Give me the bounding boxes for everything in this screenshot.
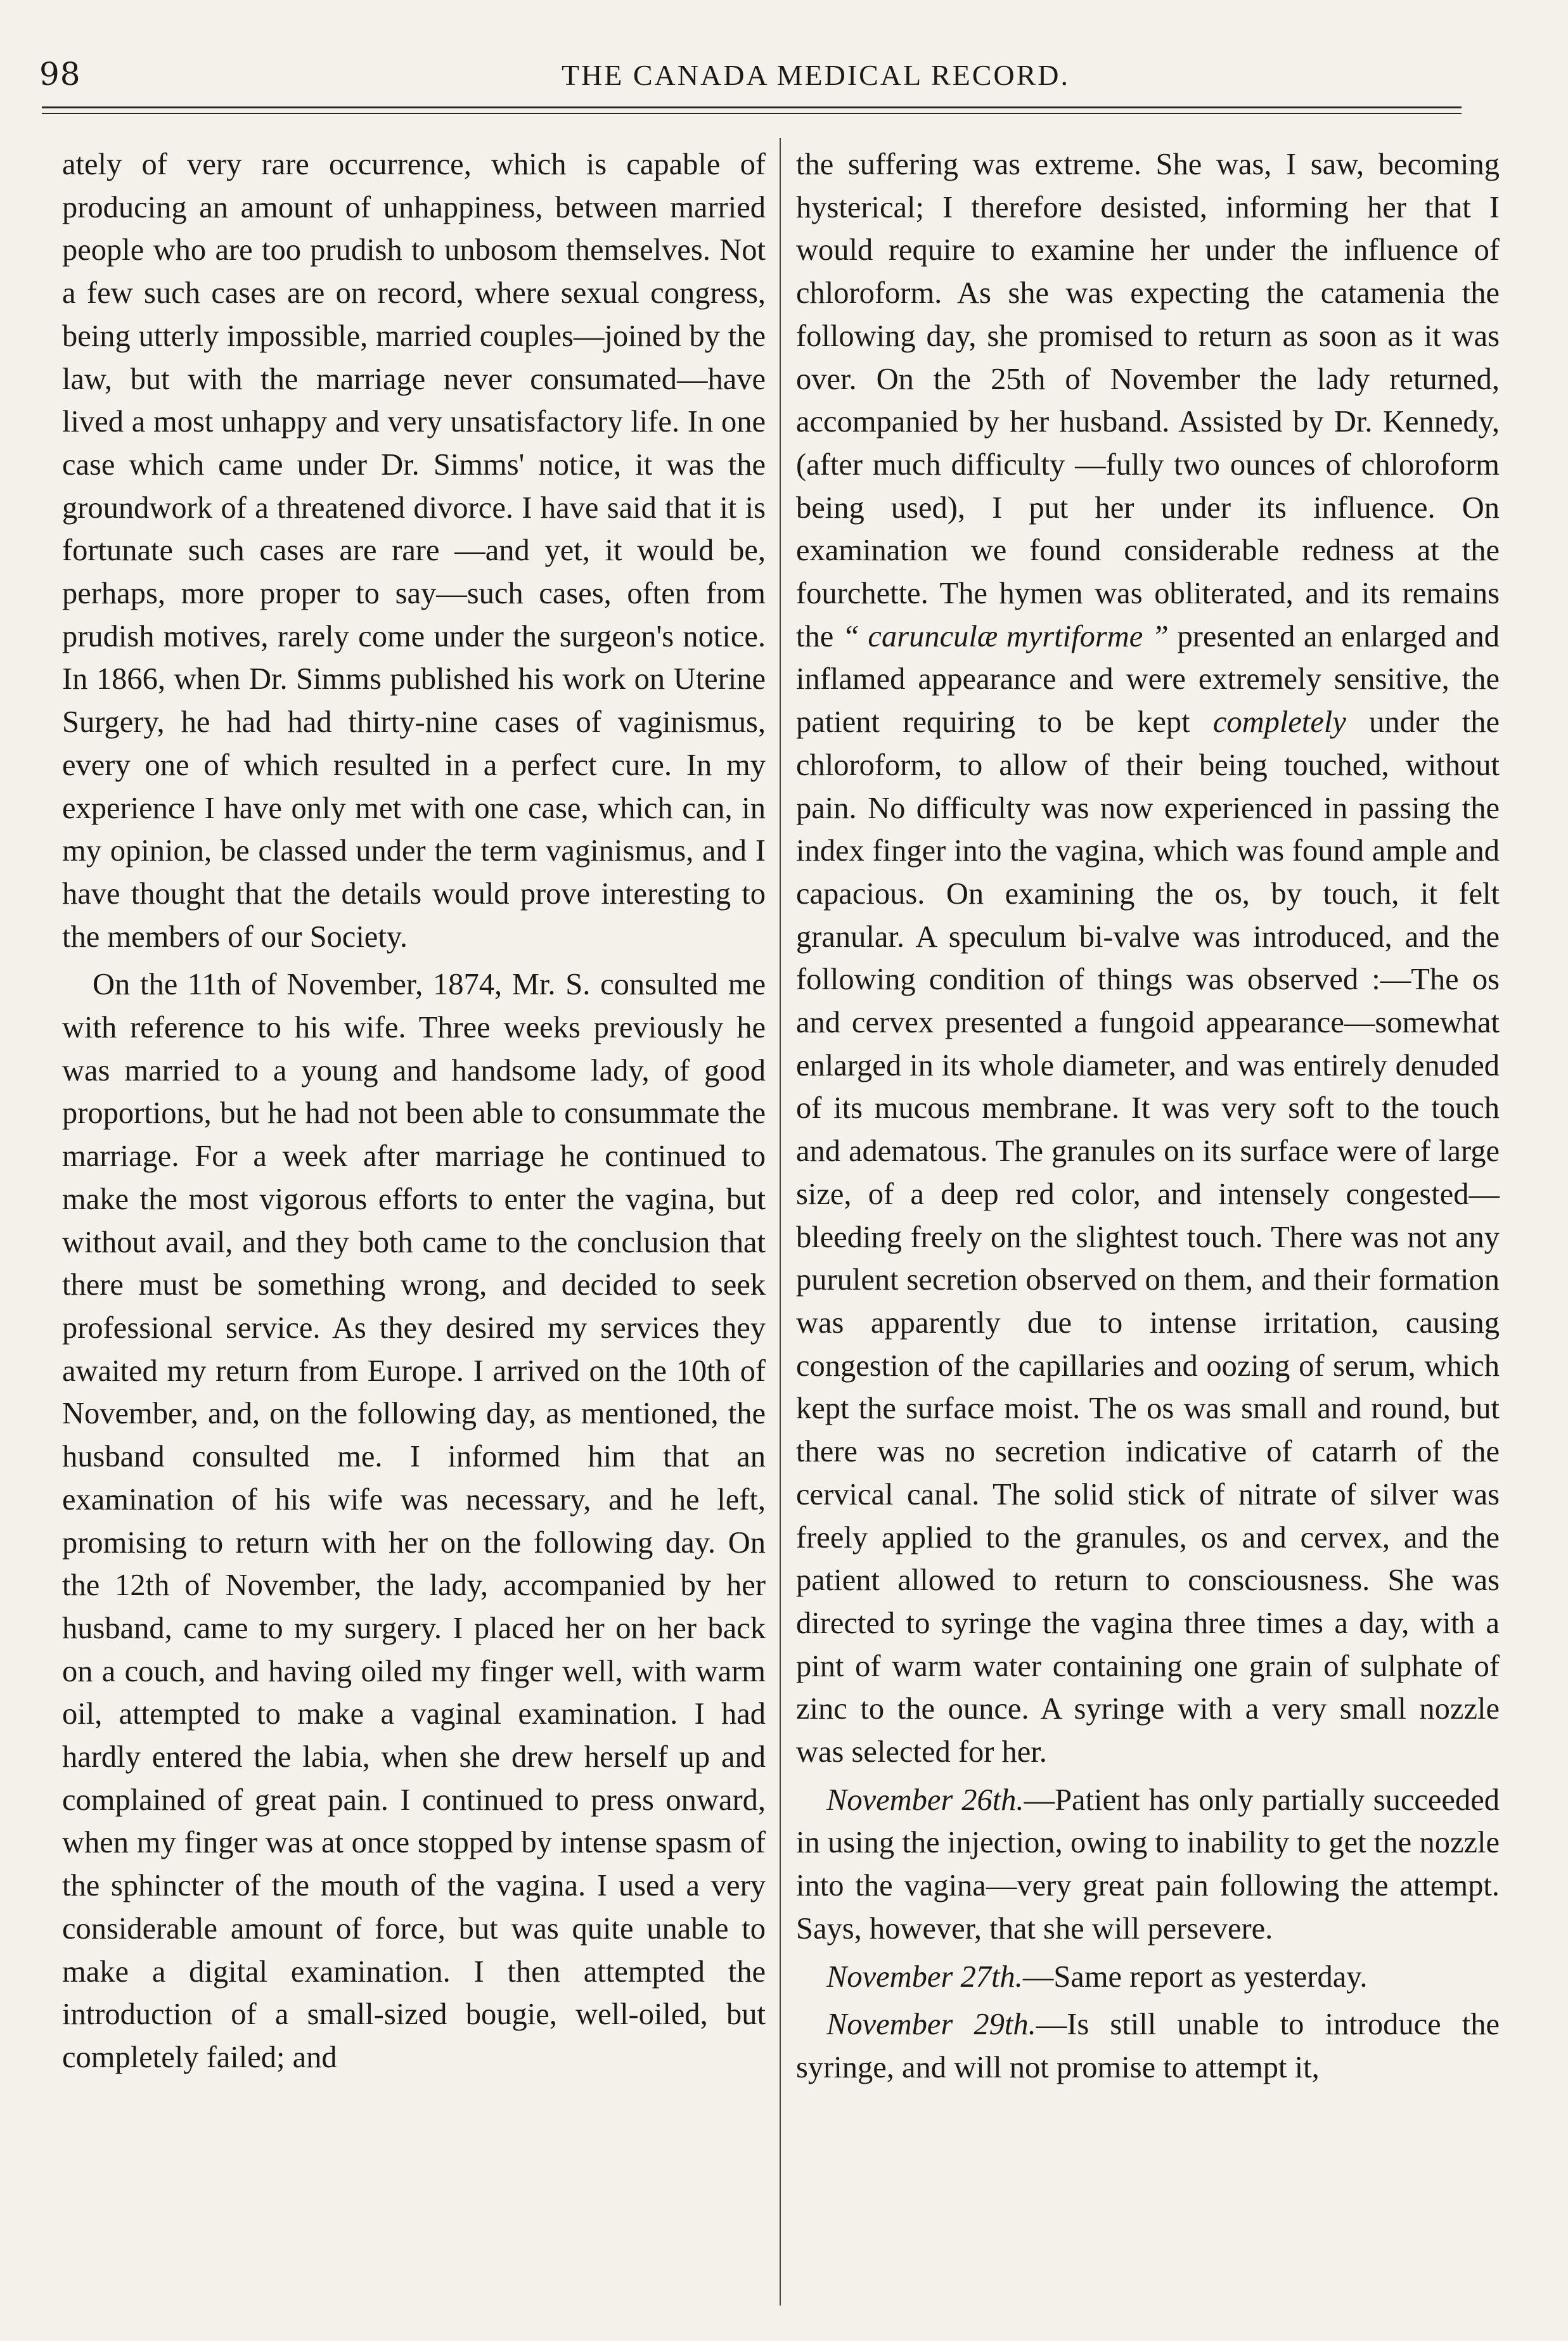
paragraph-nov-27: [796, 1956, 1500, 1999]
paragraph-nov-26: [796, 1779, 1500, 1951]
text-run: under the chloroform, to allow of their being touched, without pain. No difficulty was now experienced in passing the index finger into the vagina, which was found ample and capacious. On examining the os, by touch, it felt granular. A speculum bi-valve was introduced, and the following condition of things was observed :—The os and cervex presented a fungoid appearance—somewhat enlarged in its whole diameter, and was entirely denuded of its mucous membrane. It was very soft to the touch and adematous. The granules on its surface were of large size, of a deep red color, and intensely congested—bleeding freely on the slightest touch. There was not any purulent secretion observed on them, and their formation was apparently due to intense irritation, causing congestion of the capillaries and oozing of serum, which kept the surface moist. The os was small and round, but there was no secretion indicative of catarrh of the cervical canal. The solid stick of nitrate of silver was freely applied to the granules, os and cervex, and the patient allowed to return to consciousness. She was directed to syringe the vagina three times a day, with a pint of warm water containing one grain of sulphate of zinc to the ounce. A syringe with a very small nozzle was selected for her.: [796, 705, 1500, 1769]
entry-date: November 27th.: [826, 1959, 1023, 1994]
page-number: 98: [39, 56, 81, 93]
entry-text: —Is still unable to introduce the syringe, and will not promise to attempt it,: [796, 2008, 1500, 2084]
entry-date: November 29th.: [826, 2008, 1036, 2042]
paragraph-nov-29: [796, 2003, 1500, 2089]
header-rule: [42, 106, 1462, 108]
entry-text: —Same report as yesterday.: [1022, 1959, 1368, 1994]
journal-title: THE CANADA MEDICAL RECORD.: [561, 59, 1070, 91]
header-rule-double: [42, 113, 1462, 114]
left-column: [62, 143, 766, 2079]
entry-text: —Patient has only partially succeeded in using the injection, owing to inability to get the nozzle into the vagina—very great pain following the attempt. Says, however, that she will persevere.: [796, 1783, 1500, 1946]
paragraph-case-history: On the 11th of November, 1874, Mr. S. consulted me with reference to his wife. Three weeks previously he was married to a young and handsome lady, of good proportions, but he had not been able to consummate the marriage. For a week after marriage he continued to make the most vigorous efforts to enter the vagina, but without avail, and they both came to the conclusion that there must be something wrong, and decided to seek professional service. As they desired my services they awaited my return from Europe. I arrived on the 10th of November, and, on the following day, as mentioned, the husband consulted me. I informed him that an examination of his wife was necessary, and he left, promising to return with her on the following day. On the 12th of November, the lady, accompanied by her husband, came to my surgery. I placed her on her back on a couch, and having oiled my finger well, with warm oil, attempted to make a vaginal examination. I had hardly entered the labia, when she drew herself up and complained of great pain. I continued to press onward, when my finger was at once stopped by intense spasm of the sphincter of the mouth of the vagina. I used a very considerable amount of force, but was quite unable to make a digital examination. I then attempted the introduction of a small-sized bougie, well-oiled, but completely failed; and: [62, 968, 766, 2074]
column-divider: [780, 138, 781, 2306]
right-column: [796, 143, 1500, 2089]
paragraph-examination: [796, 143, 1500, 1774]
italic-term: “ carunculæ myrtiforme ”: [842, 619, 1169, 653]
paragraph-continuation: ately of very rare occurrence, which is capable of producing an amount of unhappiness, between married people who are too prudish to unbosom themselves. Not a few such cases are on record, where sexual congress, being utterly impossible, married couples—joined by the law, but with the marriage never consumated—have lived a most unhappy and very unsatisfactory life. In one case which came under Dr. Simms' notice, it was the groundwork of a threatened divorce. I have said that it is fortunate such cases are rare —and yet, it would be, perhaps, more proper to say—such cases, often from prudish motives, rarely come under the surgeon's notice. In 1866, when Dr. Simms published his work on Uterine Surgery, he had had thirty-nine cases of vaginismus, every one of which resulted in a perfect cure. In my experience I have only met with one case, which can, in my opinion, be classed under the term vaginismus, and I have thought that the details would prove interesting to the members of our Society.: [62, 148, 766, 954]
text-run: the suffering was extreme. She was, I saw, becoming hysterical; I therefore desisted, informing her that I would require to examine her under the influence of chloroform. As she was expecting the catamenia the following day, she promised to return as soon as it was over. On the 25th of November the lady returned, accompanied by her husband. Assisted by Dr. Kennedy, (after much difficulty —fully two ounces of chloroform being used), I put her under its influence. On examination we found considerable redness at the fourchette. The hymen was obliterated, and its remains the: [796, 148, 1500, 653]
page-header: [0, 0, 1568, 127]
text-run: presented an enlarged and inflamed appearance and were extremely sensitive, the patient requiring to be kept: [796, 619, 1500, 740]
entry-date: November 26th.: [826, 1783, 1024, 1817]
italic-term: completely: [1212, 705, 1346, 740]
